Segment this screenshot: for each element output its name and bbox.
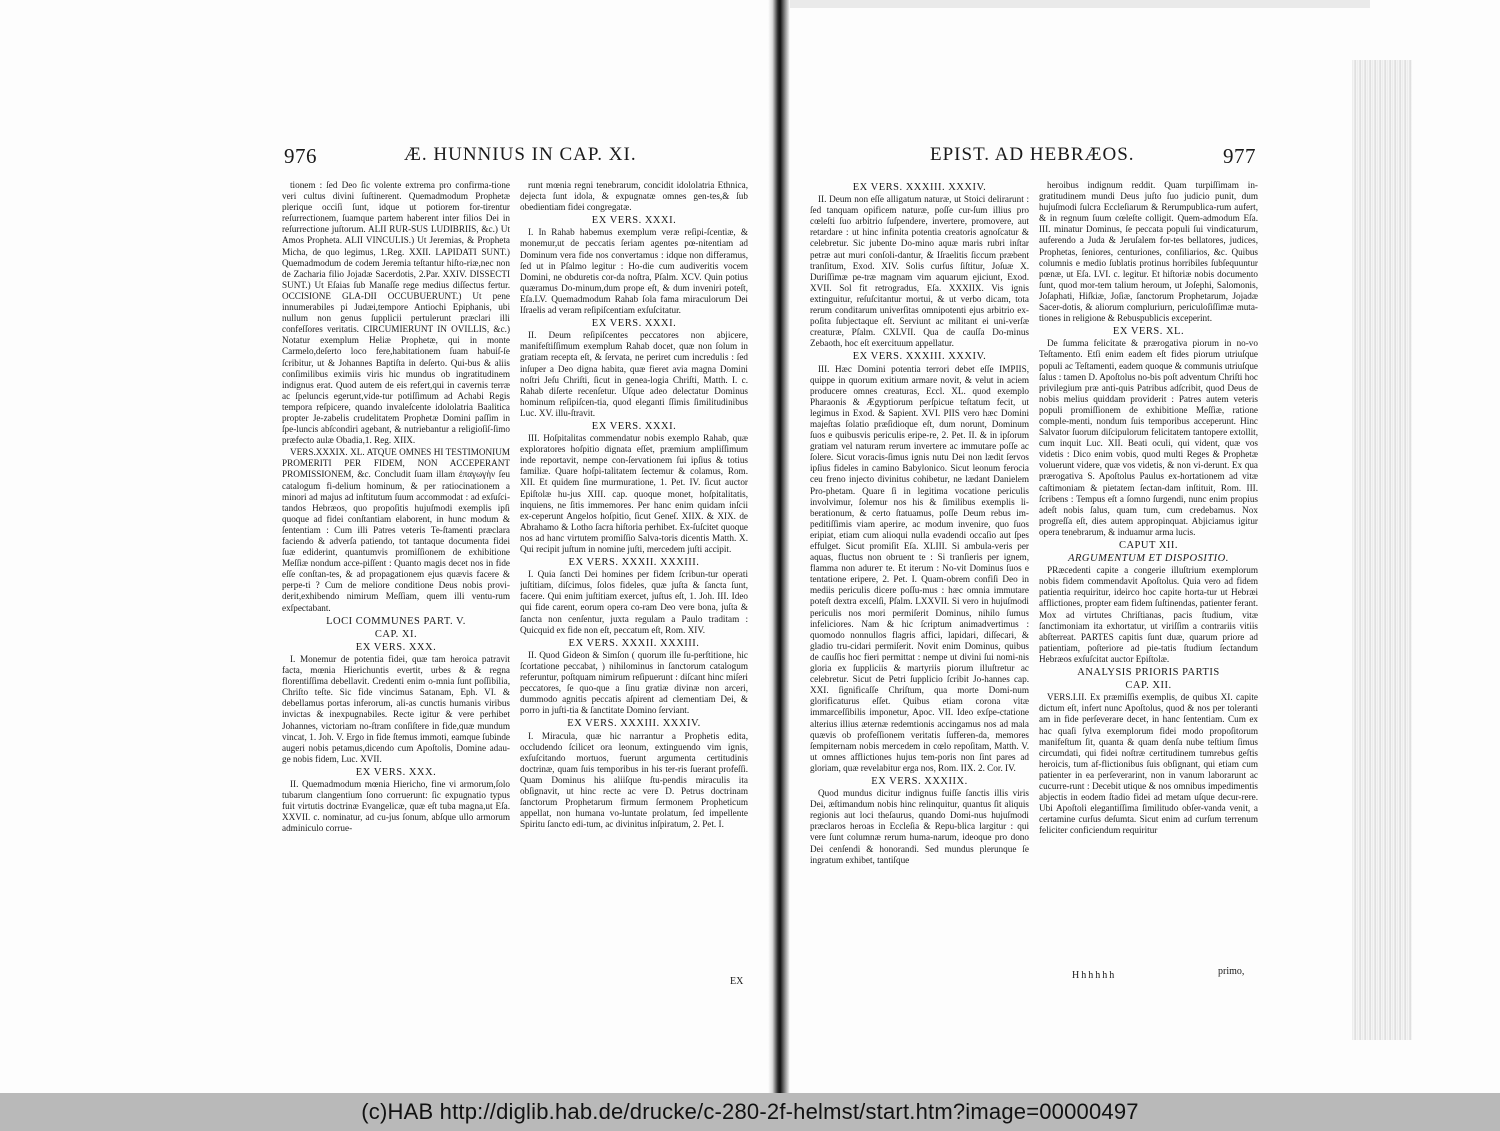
- section-heading: EX VERS. XXXIII. XXXIV.: [852, 182, 987, 193]
- body-paragraph: tionem : ſed Deo ſic volente extrema pro confirma-tione veri cultus divini ſuſtinerent. Quemadmodum Prophetæ plerique occiſi ſunt, idque ut potiorem for-tirentur reſurrectionem, ſuamque partem haberent inter filios Dei in reſurrectione juſtorum. ALII RUR-SUS LUDIBRIIS, &c.) Ut Amos Propheta. ALII VINCULIS.) Ut Jeremias, & Propheta Micha, de quo legimus, 1.Reg. XXII. LAPIDATI SUNT.) Quemadmodum de codem Jeremia teſtantur hiſto-riæ,nec non de Zacharia filio Jojadæ Sacerdotis, 2.Par. XXIV. DISSECTI SUNT.) Ut Eſaias ſub Manaſſe rege medius diſſectus fertur. OCCISIONE GLA-DII OCCUBUERUNT.) Ut pene innumerabiles pi Judæi,tempore Antiochi Epiphanis, ubi nullum non genus ſupplicii pertulerunt præclari illi confeſſores veritatis. CIRCUMIERUNT IN OVILLIS, &c.) Notatur exemplum Heliæ Prophetæ, qui in monte Carmelo,deſerto loco fere,habitationem ſuam habuiſ-ſe ſcribitur, ut & Johannes Baptiſta in deſerto. Qui-bus & aliis conſimilibus eximiis viris hic mundus ob ingratitudinem indignus erat. Quod autem de eis refert,qui in cavernis terræ ac ſpeluncis egerunt,vide-tur potiſſimum ad Achabi Regis tempora reſpicere, quando invaleſcente idololatria Baalitica propter Je-zabelis crudelitatem Prophetæ Domini paſſim in ſpe-luncis abſcondiri agebant, & nutriebantur a religioſiſ-ſimo præfecto aulæ Obadia,1. Reg. XIIX.: [282, 180, 510, 446]
- right-columns: [810, 180, 1258, 867]
- body-paragraph: I. Monemur de potentia fidei, quæ tam heroica patravit facta, mœnia Hierichuntis evertit, urbes & & regna florentiſſima debellavit. Credenti enim o-mnia ſunt poſſibilia, Chriſto teſte. Sic fide vincimus Satanam, Eph. VI. & debellamus portas inferorum, ali-as cunctis humanis viribus invictas & inexpugnabiles. Recte igitur & vere perhibet Johannes, victoriam no-ſtram conſiſtere in fide,quæ mundum vincat, 1. Joh. V. Ergo in fide ſtemus immoti, eamque ſubinde augeri nobis petamus,dicendo cum Apoſtolis, Domine adau-ge nobis fidem, Luc. XVII.: [282, 653, 510, 764]
- left-running-head: [282, 140, 748, 176]
- left-page: [282, 140, 748, 987]
- right-running-title: EPIST. AD HEBRÆOS.: [930, 144, 1135, 165]
- section-heading: EX VERS. XXX.: [355, 766, 437, 778]
- left-columns: [282, 180, 748, 835]
- page-edges: [1352, 60, 1412, 1040]
- body-paragraph: PRæcedenti capite a congerie illuſtrium exemplorum nobis fidem commendavit Apoſtolus. Quia vero ad fidem patientia requiritur, ideirco hoc capite horta-tur ut Hebræi afflictiones, propter eam fidem ſuſtinendas, patienter ferant. Mox ad virtutes Chriſtianas, pacis ſtudium, vitæ ſanctimoniam ita exhortatur, ut viriſſim a contrariis vitiis abſterreat. PARTES capitis ſunt duæ, quarum priore ad patientiam, poſteriore ad pie-tatis ſtudium ſectandum Hebræos exſuſcitat auctor Epiſtolæ.: [1039, 565, 1258, 664]
- right-column-1: [810, 180, 1029, 867]
- section-heading: EX VERS. XXXI.: [591, 420, 677, 432]
- section-heading: EX VERS. XXXII. XXXIII.: [568, 557, 700, 569]
- body-paragraph: II. Quemadmodum mœnia Hiericho, fine vi armorum,ſolo tubarum clangentium ſono corruerunt: ſic expugnatio typus fuit virtutis doctrinæ Evangelicæ, quæ eſt tuba magna,ut Eſa. XXVII. c. nominatur, ad cu-jus ſonum, abſque ullo armorum adminiculo corrue-: [282, 778, 510, 834]
- body-paragraph: I. In Rahab habemus exemplum veræ reſipi-ſcentiæ, & monemur,ut de peccatis ſeriam agentes pœ-nitentiam ad Dominum vera fide nos convertamus : idque non differamus, ſed ut in Pſalmo legitur : Ho-die cum audiveritis vocem Domini, ne obduretis cor-da noſtra, Pſalm. XCV. Quin potius quæramus Do-minum,dum prope eſt, & dum inveniri poteſt, Eſa.LV. Quemadmodum Rahab ſola fama miraculorum Dei Iſraelis ad veram reſipiſcentiam exſuſcitatur.: [520, 227, 748, 316]
- right-page-number: 977: [1223, 144, 1256, 168]
- left-column-1: [282, 180, 510, 835]
- body-paragraph: Quod mundus dicitur indignus fuiſſe ſanctis illis viris Dei, æſtimandum nobis hinc relinquitur, quantus ſit aliquis regionis aut loci theſaurus, quando Domi-nus hujuſmodi præclaros heroas in Eccleſia & Repu-blica largitur : qui vere ſunt columnæ rerum huma-narum, ideoque pro dono Dei cenſendi & honorandi. Sed mundus plerunque ſe ingratum exhibet, tantiſque: [810, 788, 1029, 865]
- right-catchword: primo,: [1218, 966, 1245, 977]
- footer-url-text[interactable]: (c)HAB http://diglib.hab.de/drucke/c-280-2f-helmst/start.htm?image=00000497: [361, 1099, 1139, 1124]
- section-heading: EX VERS. XL.: [1112, 326, 1185, 338]
- section-heading: EX VERS. XXXI.: [591, 215, 677, 227]
- left-running-title: Æ. HUNNIUS IN CAP. XI.: [404, 144, 637, 165]
- body-paragraph: III. Hoſpitalitas commendatur nobis exemplo Rahab, quæ exploratores hoſpitio dignata eſſet, præmium ampliſſimum inde reportavit, nempe con-ſervationem ſui ipſius & totius familiæ. Quare hoſpi-talitatem ſectemur & colamus, Rom. XII. Et quidem ſine murmuratione, 1. Pet. IV. ſicut auctor Epiſtolæ hu-jus XIII. cap. quoque monet, hoſpitalitatis, inquiens, ne ſitis immemores. Per hanc enim quidam inſcii ex-ceperunt Angelos hoſpitio, ſicut Geneſ. XIIX. & XIX. de Abrahamo & Lotho ſacra hiſtoria perhibet. Ex-ſuſcitet quoque nos ad hanc virtutem promiſſio Salva-toris dicentis Matth. X. Qui recipit juſtum in nomine juſti, mercedem juſti accipit.: [520, 433, 748, 554]
- body-paragraph: II. Quod Gideon & Simſon ( quorum ille ſu-perſtitione, hic ſcortatione peccabat, ) nihilominus in ſanctorum catalogum referuntur, poſtquam nimirum reſipuerunt : diſcant hinc miſeri peccatores, ſe quo-que a ſinu gratiæ divinæ non arceri, dummodo agnitis peccatis aſpirent ad clementiam Dei, & porro in juſti-tia & ſanctitate Domino ſerviant.: [520, 649, 748, 716]
- body-paragraph: I. Miracula, quæ hic narrantur a Prophetis edita, occludendo ſcilicet ora leonum, extinguendo vim ignis, exſuſcitando mortuos, fuerunt argumenta certitudinis doctrinæ, quam ſuis temporibus in his ter-ris ſuerant profeſſi. Quam Dominus his aliiſque ſtu-pendis miraculis ita obſignavit, ut hinc recte ac vere D. Petrus doctrinam ſanctorum Prophetarum firmum ſermonem Propheticum appellat, non humana vo-luntate prolatum, ſed impellente Spiritu ſancto edi-tum, ac divinitus inſpiratum, 2. Pet. I.: [520, 730, 748, 830]
- section-heading: EX VERS. XXXII. XXXIII.: [568, 637, 700, 649]
- section-heading: EX VERS. XXXIIX.: [871, 775, 968, 787]
- section-heading: CAPUT XII.: [1118, 540, 1179, 551]
- right-column-2: [1039, 180, 1258, 867]
- section-heading: ANALYSIS PRIORIS PARTIS: [1077, 667, 1220, 679]
- body-paragraph: De ſumma felicitate & prærogativa piorum in no-vo Teſtamento. Etſi enim eadem eſt fides piorum utriuſque populi ac Teſtamenti, eadem quoque & communis utriuſque ſalus : tamen D. Apoſtolus no-bis poſt adventum Chriſti hoc privilegium præ anti-quis Patribus adſcribit, quod Deus de nobis melius quiddam providerit : Patres autem veteris populi promiſſionem de exhibitione Meſſiæ, ratione comple-menti, nondum ſuis temporibus acceperunt. Hinc Salvator ſuorum diſcipulorum felicitatem tantopere extollit, cum inquit Luc. XII. Beati oculi, qui vident, quæ vos videtis : Dico enim vobis, quod multi Reges & Prophetæ voluerunt videre, quæ vos videtis, & non vi-derunt. Ex qua prærogativa S. Apoſtolus Paulus ex-hortationem ad vitæ caſtimoniam & pietatem ſectan-dam inſtituit, Rom. III. ſcribens : Tempus eſt a ſomno ſurgendi, nunc enim propius adeſt nobis ſalus, quam tum, cum credebamus. Nox progreſſa eſt, dies autem appropinquat. Abjiciamus igitur opera tenebrarum, & induamur arma lucis.: [1039, 338, 1258, 537]
- copyright-footer: [0, 1093, 1500, 1131]
- book-gutter: [768, 0, 790, 1093]
- left-page-number: 976: [284, 144, 317, 168]
- body-paragraph: II. Deum non eſſe alligatum naturæ, ut Stoici delirarunt : ſed tanquam opificem naturæ, poſſe cur-ſum illius pro cœleſti ſuo arbitrio ſuſpendere, invertere, promovere, aut retardare : ut hinc infinita potentia creatoris agnoſcatur & celebretur. Sic jubente Do-mino aquæ maris rubri inſtar petræ aut muri conſoli-dantur, & Iſraelitis ſiccum præbent tranſitum, Exod. XIV. Solis curſus ſiſtitur, Joſuæ X. Duriſſimæ pe-træ magnam vim aquarum ejiciunt, Exod. XVII. Sol fit retrogradus, Eſa. XXXIIX. Vis ignis extinguitur, reſuſcitantur mortui, & ut verbo dicam, tota rerum conditarum univerſitas omnipotenti ejus arbitrio ex-poſita ſubjectaque eſt. Serviunt ac militant ei uni-verſæ creaturæ, Pſalm. CXLVII. Qua de cauſſa Do-minus Zebaoth, hoc eſt exercituum appellatur.: [810, 194, 1029, 349]
- body-paragraph: VERS.I.II. Ex præmiſſis exemplis, de quibus XI. capite dictum eſt, infert nunc Apoſtolus, quod & nos per toleranti am in fide perſeverare decet, in hanc ſententiam. Cum ex hac quaſi ſylva exemplorum fidei modo propoſitorum manifeſtum ſit, quanta & quam denſa nube teſtium ſimus circumdati, qui fidei noſtræ certitudinem tumrebus geſtis heroicis, tum af-flictionibus ſuis obſignant, qui etiam cum patienter in ea perſeverarint, non in vanum laborarunt ac cucurre-runt : Decebit utique & nos omnibus impedimentis abjectis in eodem ſtadio fidei ad metam uſque decur-rere. Ubi Apoſtoli elegantiſſima ſimilitudo obſer-vanda venit, a certamine curſus deſumta. Sicut enim ad curſum terrenum feliciter conficiendum requiritur: [1039, 692, 1258, 836]
- body-paragraph: runt mœnia regni tenebrarum, concidit idololatria Ethnica, dejecta ſunt idola, & expugnatæ omnes gen-tes,& ſub obedientiam fidei congregatæ.: [520, 180, 748, 213]
- right-page: [810, 140, 1258, 981]
- body-paragraph: III. Hæc Domini potentia terrori debet eſſe IMPIIS, quippe in quorum exitium armare novit, & velut in aciem producere omnes creaturas, Eccl. XL. quod exemplo Pharaonis & Ægyptiorum perſpicue teſtatum fecit, ut legimus in Exod. & Sapient. XVI. PIIS vero hæc Domini majeſtas ſolatio præſidioque eſt, dum norunt, Dominum ſuos e quibusvis periculis eripe-re, 2. Pet. II. & in ipſorum gratiam vel naturam rerum invertere ac immutare poſſe ac ſolere. Sicut voracis-ſimus ignis nutu Dei non lædit ſervos ipſius fideles in camino Babylonico. Sicut leonum ferocia ceu freno injecto divinitus cohibetur, ne lædant Danielem Pro-phetam. Quare ſi in legitima vocatione periculis involvimur, ſolemur nos his & ſimilibus exemplis li-berationum, & certo ſtatuamus, poſſe Deum rebus im-peditiſſimis viam aperire, ac modum invenire, quo ſuos eripiat, etiam cum alioqui nulla evadendi occaſio aut ſpes effulget. Sicut promiſit Eſa. XLIII. Si ambula-veris per aquas, fluctus non obruent te : Si tranſieris per ignem, flamma non adurет te. Et iterum : No-vit Dominus ſuos e tentatione eripere, 2. Pet. I. Quam-obrem confiſi Deo in mediis periculis dicere poſſu-mus : hæc omnia immutare poteſt dextra excelſi, Pſalm. LXXVII. Si vero in hujuſmodi periculis nos mori permiſerit Dominus, nihilo ſumus infeliciores. Nam & hic ſcriptum animadvertimus : quomodo nonnullos flagris affici, lapidari, diſſecari, & gladio tru-cidari permiſerit. Novit enim Dominus, quibus de cauſſis hoc fieri permittat : nempe ut divini ſui nomi-nis gloria ex ſuppliciis & martyriis piorum illuſtretur ac celebretur. Sicut de Petri ſupplicio ſcribit Jo-hannes cap. XXI. ſignificaſſe Chriſtum, qua morte Domi-num glorificaturus eſſet. Quibus etiam corona vitæ immarceſſibilis imponetur, Apoc. VII. Ideo exſpe-ctatione alterius illius æternæ redemtionis accingamus nos ad mala quævis ob profeſſionem veritatis ſufferen-da, memores ſempiternam nobis mercedem in cœlo repoſitam, Matth. V. ut omnes afflictiones hujus tem-poris non ſint pares ad gloriam, quæ revelabitur erga nos, Rom. IIX. 2. Cor. IV.: [810, 363, 1029, 773]
- section-heading: EX VERS. XXXI.: [591, 318, 677, 330]
- body-paragraph: VERS.XXXIX. XL. ATQUE OMNES HI TESTIMONIUM PROMERITI PER FIDEM, NON ACCEPERANT PROMISSIONEM, &c. Concludit ſuam illam ἐπαγωγὴν ſeu catalogum fi-delium hominum, & per ratiocinationem a minori ad majus ad inſtitutum ſuum accommodat : ad exſuſci-tandos Hebræos, quo propoſitis hujuſmodi exemplis ipſi quoque ad fidei conſtantiam elaborent, in hunc modum & ſententiam : Cum illi Patres veteris Te-ſtamenti præclara faciendo & adverſa patiendo, tot tantaque documenta fidei ſuæ ediderint, quantumvis promiſſionem de exhibitione Meſſiæ nondum acce-piſſent : Quanto magis decet nos in fide eſſe conſtan-tes, & ad propagationem ejus quævis facere & perpe-ti ? Cum de meliore conditione Deus nobis provi-derit,exhibendo nimirum Meſſiam, quem illi ventu-rum exſpectabant.: [282, 447, 510, 613]
- section-heading: EX VERS. XXXIII. XXXIV.: [567, 718, 701, 730]
- body-paragraph: I. Quia ſancti Dei homines per fidem ſcribun-tur operati juſtitiam, diſcimus, ſolos fideles, quæ juſta & ſancta ſunt, facere. Qui enim juſtitiam exercet, juſtus eſt, 1. Joh. III. Ideo qui fide carent, eorum opera co-ram Deo vere bona, juſta & ſancta non cenſentur, juxta regulam a Paulo traditam : Quicquid ex fide non eſt, peccatum eſt, Rom. XIV.: [520, 569, 748, 635]
- signature-mark: Hhhhhh: [1072, 970, 1117, 981]
- section-heading: EX VERS. XXX.: [355, 641, 437, 653]
- left-catchword: EX: [730, 976, 744, 987]
- section-heading: ARGUMENTUM ET DISPOSITIO.: [1068, 553, 1229, 565]
- body-paragraph: II. Deum reſipiſcentes peccatores non abjicere, manifeſtiſſimum exemplum Rahab docet, quæ non ſolum in gratiam recepta eſt, & ſervata, ne periret cum incredulis : ſed inſuper a Deo digna habita, quæ fieret avia magna Domini noſtri Jeſu Chriſti, ſicut in genea-logia Chriſti, Matth. I. c. Rahab diſerte recenſetur. Uſque adeo delectatur Dominus hominum reſipiſcen-tia, quod eleganti ſſimis ſimilitudinibus Luc. XV. illu-ſtravit.: [520, 330, 748, 418]
- section-heading: CAP. XII.: [1125, 680, 1172, 692]
- scan-shadow: [770, 0, 1370, 8]
- section-heading: CAP. XI.: [374, 628, 418, 640]
- left-column-2: [520, 180, 748, 835]
- section-heading: EX VERS. XXXIII. XXXIV.: [852, 351, 987, 363]
- body-paragraph: heroibus indignum reddit. Quam turpiſſimam in-gratitudinem mundi Deus juſto ſuo judicio punit, dum hujuſmodi ſulcra Eccleſiarum & Rerumpublica-rum aufert, & in regnum ſuum cœleſte colligit. Quem-admodum Eſa. III. minatur Dominus, ſe peccata populi ſui vindicaturum, auferendo a Juda & Jeruſalem for-tes bellatores, judices, Prophetas, ſeniores, centuriones, conſiliarios, &c. Quibus columnis e medio ſublatis protinus horribiles ſubſequuntur pœnæ, ut Eſa. LVI. c. legitur. Et hiſtoriæ nobis documento ſunt, quod mor-tem talium heroum, ut Joſephi, Salomonis, Joſaphati, Hiſkiæ, Joſiæ, ſanctorum Prophetarum, Jojadæ Sacer-dotis, & aliorum compluriurn, periculoſiſſimæ muta-tiones in religione & Rebuspublicis exceperint.: [1039, 180, 1258, 324]
- section-heading: LOCI COMMUNES PART. V.: [326, 615, 466, 627]
- right-running-head: [810, 140, 1258, 176]
